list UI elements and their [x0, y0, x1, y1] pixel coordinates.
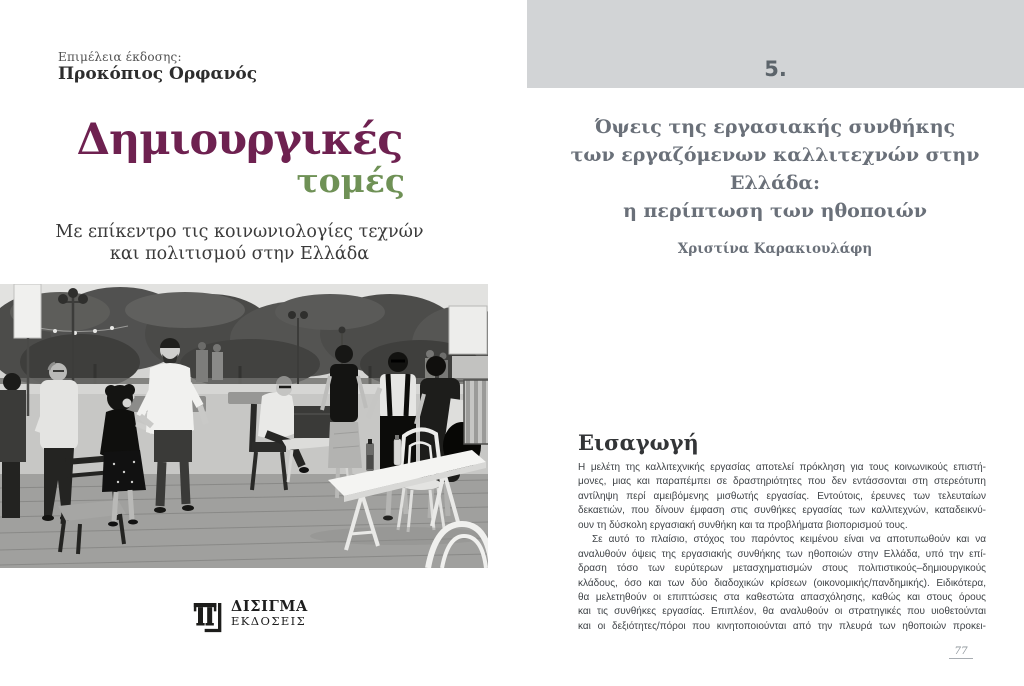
- chapter-title: [558, 113, 992, 225]
- chapter-author: Χριστίνα Καρακιουλάφη: [677, 241, 873, 257]
- cover-subtitle-line1: Με επίκεντρο τις κοινωνιολογίες τεχνών: [55, 222, 424, 242]
- body-line: Σε αυτό το πλαίσιο, στόχος του παρόντος κειμένου είναι να αποτυπωθούν και να: [592, 534, 986, 546]
- chapter-title-line2: των εργαζόμενων καλλιτεχνών στην: [570, 144, 980, 166]
- editor-name: Προκόπιος Ορφανός: [58, 64, 258, 84]
- body-line: Η μελέτη της καλλιτεχνικής εργασίας αποτελεί πρόκληση για τους κοινωνικούς επιστή-: [578, 462, 986, 473]
- cover-title-main: Δημιουργικές: [76, 115, 403, 165]
- publisher-logo-mark: [193, 599, 223, 637]
- cover-subtitle-line2: και πολιτισμού στην Ελλάδα: [109, 244, 370, 265]
- body-line: και τις συνθήκες εργασίας. Επιπλέον, θα αναλυθούν οι στρατηγικές που υιοθετούνται: [578, 606, 986, 618]
- body-line: ουν τη δύσκολη εργασιακή συνθήκη και τα προβλήματα βιοπορισμού τους.: [578, 519, 908, 531]
- chapter-band: [527, 0, 1024, 88]
- body-line: θα μελετηθούν οι επιπτώσεις στα καθεστώτα απασχόλησης, καθώς και στους όρους: [578, 591, 986, 603]
- body-text: [578, 462, 986, 635]
- publisher-name: ΔΙΣΙΓΜΑ: [231, 598, 308, 615]
- body-line: δεκαετιών, που δίνουν έμφαση στις συνθήκες εργασίας των καλλιτεχνών, καταδεικνύ-: [578, 505, 986, 517]
- cover-title-sub: τομές: [296, 161, 405, 201]
- chapter-title-line3: Ελλάδα:: [729, 172, 821, 194]
- section-heading: Εισαγωγή: [578, 430, 699, 455]
- page-number: 77: [949, 645, 973, 659]
- chapter-title-line4: η περίπτωση των ηθοποιών: [623, 200, 927, 222]
- publisher-logo: [193, 599, 308, 637]
- body-line: και οι δεξιότητες/πόροι που κινητοποιούνται από την πλευρά των ηθοποιών προκει-: [578, 620, 986, 632]
- editor-label: Επιμέλεια έκδοσης:: [58, 50, 182, 64]
- publisher-type: ΕΚΔΟΣΕΙΣ: [231, 613, 307, 628]
- body-line: αντίληψη περί αμειβόμενης μισθωτής εργασίας. Εντούτοις, έρευνες των τελευταίων: [578, 490, 986, 502]
- chapter-number: 5.: [764, 57, 787, 81]
- body-line: αναλυθούν όψεις της εργασιακής συνθήκης των ηθοποιών στην Ελλάδα, υπό την επί-: [578, 548, 986, 560]
- cover-photo-illustration: [0, 284, 488, 568]
- cover-subtitle: [52, 221, 427, 266]
- photo-striped-chair: [464, 380, 488, 444]
- body-line: δραση τόσο των ευρύτερων μετασχηματισμών στους πολιτιστικούς–δημιουργικούς: [578, 563, 986, 575]
- publisher-names: [231, 599, 308, 629]
- chapter-title-line1: Όψεις της εργασιακής συνθήκης: [594, 116, 956, 138]
- body-line: μονες, μιας και παραπέμπει σε δραστηριότητες που δεν εντάσσονται στη στερεότυπη: [578, 476, 986, 488]
- body-line: κλάδους, όσο και των δύο διαδοχικών κρίσεων (οικονομικής/πανδημικής). Ειδικότερα,: [578, 577, 986, 589]
- cover-title-block: [52, 115, 427, 201]
